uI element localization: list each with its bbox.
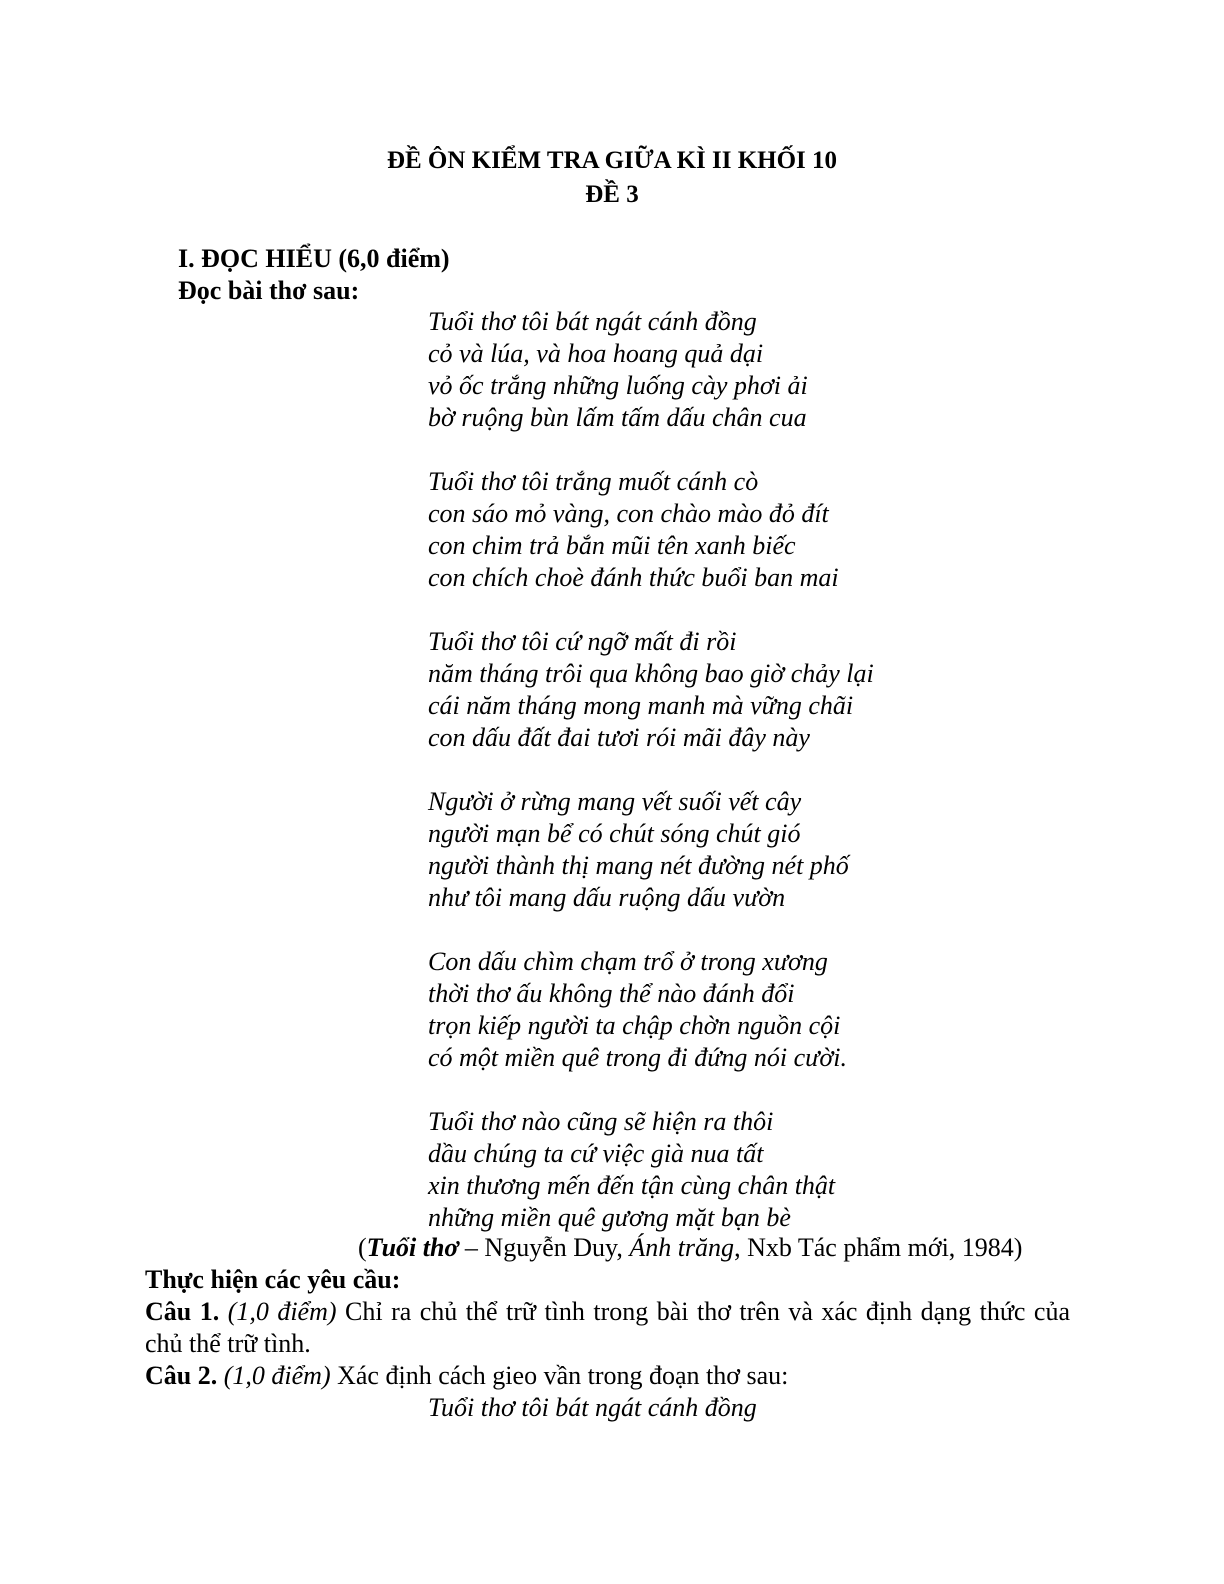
poem-line: trọn kiếp người ta chập chờn nguồn cội [428,1011,841,1040]
poem-line: bờ ruộng bùn lấm tấm dấu chân cua [428,403,807,432]
poem-stanza [428,946,874,1074]
poem-line: thời thơ ấu không thể nào đánh đổi [428,979,795,1008]
question-2-quote: Tuổi thơ tôi bát ngát cánh đồng [428,1393,757,1422]
poem-stanza [428,626,874,754]
source-publisher: , Nxb Tác phẩm mới, 1984) [734,1233,1023,1262]
poem-line: cái năm tháng mong manh mà vững chãi [428,691,854,720]
requirements-heading: Thực hiện các yêu cầu: [145,1265,401,1294]
source-collection: Ánh trăng [629,1233,735,1262]
poem-line: Con dấu chìm chạm trổ ở trong xương [428,947,828,976]
poem-line: những miền quê gương mặt bạn bè [428,1203,791,1232]
poem-line: dầu chúng ta cứ việc già nua tất [428,1139,764,1168]
poem-line: như tôi mang dấu ruộng dấu vườn [428,883,786,912]
question-1 [145,1296,1070,1360]
poem-line: xin thương mến đến tận cùng chân thật [428,1171,836,1200]
poem-line: Người ở rừng mang vết suối vết cây [428,787,802,816]
poem-line: con sáo mỏ vàng, con chào mào đỏ đít [428,499,829,528]
question-2-points: (1,0 điểm) [223,1361,331,1390]
poem-stanza [428,306,874,434]
question-2-text: Xác định cách gieo vần trong đoạn thơ sau: [337,1361,789,1390]
requirements-section [145,1264,1070,1424]
poem-line: người mạn bể có chút sóng chút gió [428,819,801,848]
source-poem-title: Tuổi thơ [366,1233,459,1262]
poem-line: Tuổi thơ tôi trắng muốt cánh cò [428,467,759,496]
poem-line: người thành thị mang nét đường nét phố [428,851,849,880]
poem-line: Tuổi thơ tôi bát ngát cánh đồng [428,307,757,336]
poem-line: con chích choè đánh thức buổi ban mai [428,563,839,592]
poem-stanza [428,466,874,594]
poem-line: Tuổi thơ nào cũng sẽ hiện ra thôi [428,1107,774,1136]
poem-line: con dấu đất đai tươi rói mãi đây này [428,723,810,752]
exam-subtitle: ĐỀ 3 [585,181,639,208]
poem-line: Tuổi thơ tôi cứ ngỡ mất đi rồi [428,627,737,656]
source-author: – Nguyễn Duy, [458,1233,630,1262]
reading-instruction: Đọc bài thơ sau: [178,276,360,305]
poem-source-citation [358,1232,1022,1264]
poem-stanza [428,1106,874,1234]
source-open-paren: ( [358,1233,367,1262]
question-1-label: Câu 1. [145,1297,220,1326]
poem-stanza [428,786,874,914]
question-1-text: Chỉ ra chủ thể trữ tình trong bài thơ trên và xác định dạng thức của chủ thể trữ tình. [145,1297,1071,1358]
poem-line: cỏ và lúa, và hoa hoang quả dại [428,339,764,368]
exam-title: ĐỀ ÔN KIỂM TRA GIỮA KÌ II KHỐI 10 [386,147,838,174]
poem [428,306,874,1234]
section-heading-reading: I. ĐỌC HIỂU (6,0 điểm) [178,244,450,273]
question-2 [145,1360,1070,1392]
poem-line: có một miền quê trong đi đứng nói cười. [428,1043,847,1072]
question-1-points: (1,0 điểm) [227,1297,337,1326]
question-2-label: Câu 2. [145,1361,218,1390]
poem-line: con chim trả bắn mũi tên xanh biếc [428,531,796,560]
poem-line: năm tháng trôi qua không bao giờ chảy lại [428,659,874,688]
poem-line: vỏ ốc trắng những luống cày phơi ải [428,371,808,400]
